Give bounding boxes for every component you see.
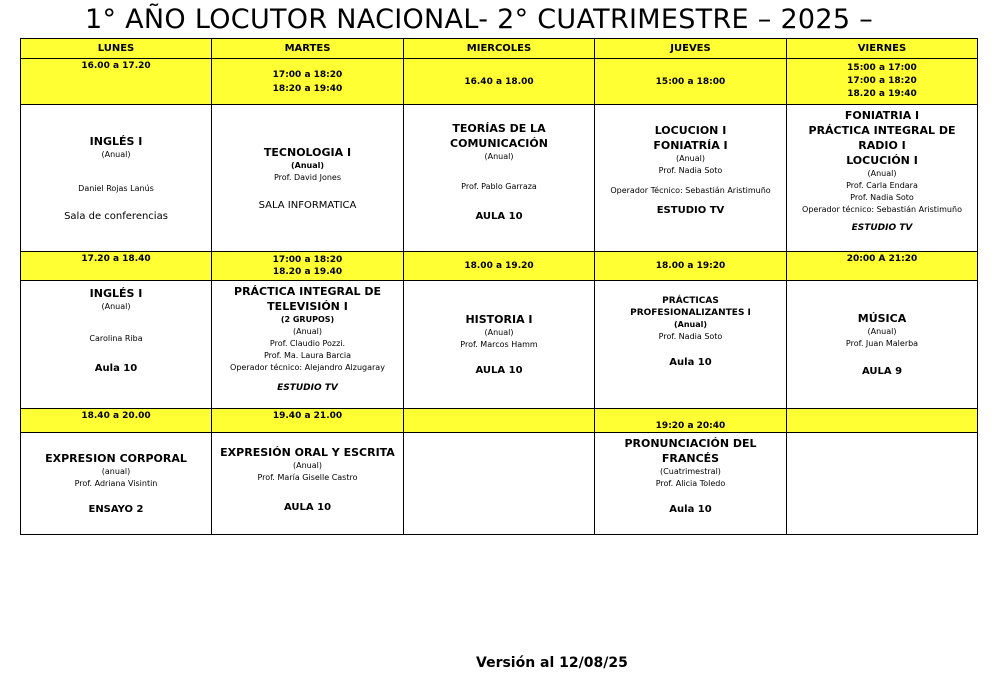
- class-cell: [595, 281, 787, 409]
- time-slot: [787, 59, 978, 105]
- course-type: (Anual): [484, 328, 514, 337]
- day-header: MARTES: [212, 39, 404, 59]
- room-name: Aula 10: [669, 357, 712, 368]
- teacher-name: Prof. Pablo Garraza: [461, 182, 537, 191]
- subject-name: FONIATRIA I: [844, 109, 920, 122]
- teacher-name: Prof. Adriana Visintin: [74, 479, 158, 488]
- teacher-name: Prof. Nadia Soto: [850, 193, 914, 202]
- teacher-name: Prof. Nadia Soto: [658, 166, 723, 175]
- subject-name: PRÁCTICAS: [662, 296, 719, 306]
- teacher-name: Prof. Juan Malerba: [845, 339, 919, 348]
- room-name: ENSAYO 2: [88, 504, 144, 515]
- groups-label: (2 GRUPOS): [280, 315, 335, 324]
- course-type: (Cuatrimestral): [660, 467, 721, 476]
- subject-name: PRÁCTICA INTEGRAL DE: [808, 124, 956, 137]
- time-text: 16.00 a 17.20: [81, 61, 151, 71]
- time-slot: [212, 409, 404, 433]
- time-text: 17:00 a 18:20: [272, 69, 343, 80]
- empty-cell: [787, 433, 978, 535]
- teacher-name: Prof. Marcos Hamm: [460, 340, 538, 349]
- room-name: SALA INFORMATICA: [258, 199, 357, 211]
- subject-name: EXPRESIÓN ORAL Y ESCRITA: [220, 446, 395, 459]
- time-slot: [787, 409, 978, 433]
- teacher-name: Prof. Carla Endara: [846, 181, 918, 190]
- day-header: LUNES: [21, 39, 212, 59]
- subject-name: LOCUCION I: [654, 124, 727, 137]
- subject-name: PRONUNCIACIÓN DEL: [624, 437, 757, 450]
- time-slot: [21, 409, 212, 433]
- teacher-name: Prof. Claudio Pozzi.: [269, 339, 346, 348]
- time-slot: [595, 59, 787, 105]
- time-text: 17:00 a 18:20: [847, 76, 917, 86]
- time-slot: [212, 59, 404, 105]
- class-cell: [404, 105, 595, 252]
- version-note: Versión al 12/08/25: [476, 655, 628, 671]
- time-text: 18.20 a 19:40: [847, 89, 917, 99]
- time-slot: [404, 252, 595, 281]
- operator-name: Operador Técnico: Sebastián Aristimuño: [610, 186, 771, 195]
- teacher-name: Daniel Rojas Lanús: [78, 183, 154, 193]
- teacher-name: Prof. Nadia Soto: [658, 332, 723, 341]
- time-text: 18.00 a 19:20: [655, 261, 726, 271]
- time-row-1: [21, 59, 978, 105]
- subject-name: PROFESIONALIZANTES I: [630, 308, 751, 318]
- subject-name: FRANCÉS: [661, 452, 720, 465]
- room-name: Aula 10: [669, 504, 712, 515]
- time-text: 19.40 a 21.00: [272, 411, 343, 421]
- course-type: (Anual): [867, 327, 897, 336]
- class-cell: [595, 105, 787, 252]
- course-type: (Anual): [867, 169, 897, 178]
- schedule-table: [20, 38, 978, 535]
- time-row-3: [21, 409, 978, 433]
- time-slot: [404, 59, 595, 105]
- teacher-name: Prof. David Jones: [273, 172, 342, 182]
- operator-name: Operador técnico: Alejandro Alzugaray: [230, 363, 385, 372]
- room-name: Sala de conferencias: [64, 210, 168, 222]
- teacher-name: Prof. Ma. Laura Barcia: [263, 351, 352, 360]
- course-type: (Anual): [290, 160, 325, 170]
- time-text: 17:00 a 18:20: [272, 255, 343, 265]
- room-name: Aula 10: [94, 363, 138, 374]
- time-text: 16.40 a 18.00: [464, 76, 534, 87]
- subject-name: COMUNICACIÓN: [450, 137, 548, 150]
- subject-name: TELEVISIÓN I: [267, 300, 348, 313]
- room-name: ESTUDIO TV: [851, 223, 913, 233]
- days-header-row: [21, 39, 978, 59]
- time-slot: [595, 252, 787, 281]
- day-header: VIERNES: [787, 39, 978, 59]
- time-text: 17.20 a 18.40: [81, 254, 151, 264]
- course-type: (Anual): [484, 152, 514, 161]
- class-cell: [21, 281, 212, 409]
- teacher-name: Prof. María Giselle Castro: [257, 473, 358, 482]
- time-slot: [212, 252, 404, 281]
- course-type: (Anual): [676, 154, 705, 163]
- time-text: 18.20 a 19.40: [272, 267, 343, 277]
- subject-name: PRÁCTICA INTEGRAL DE: [234, 285, 381, 298]
- operator-name: Operador técnico: Sebastián Aristimuño: [802, 205, 962, 214]
- time-text: 15:00 a 17:00: [847, 63, 917, 73]
- day-header: MIERCOLES: [404, 39, 595, 59]
- subject-name: FONIATRÍA I: [653, 139, 728, 152]
- time-slot: [595, 409, 787, 433]
- course-type: (Anual): [293, 327, 322, 336]
- subject-name: MÚSICA: [857, 312, 907, 325]
- time-slot: [21, 252, 212, 281]
- class-cell: [212, 105, 404, 252]
- time-row-2: [21, 252, 978, 281]
- content-row-2: [21, 281, 978, 409]
- class-cell: [595, 433, 787, 535]
- subject-name: RADIO I: [858, 139, 906, 152]
- time-text: 18:20 a 19:40: [272, 83, 343, 94]
- teacher-name: Prof. Alicia Toledo: [655, 479, 726, 488]
- room-name: ESTUDIO TV: [656, 205, 725, 216]
- room-name: ESTUDIO TV: [277, 383, 338, 393]
- subject-name: EXPRESION CORPORAL: [45, 452, 187, 465]
- class-cell: [404, 281, 595, 409]
- room-name: AULA 9: [861, 366, 903, 377]
- room-name: AULA 10: [283, 502, 332, 513]
- time-text: 20:00 A 21:20: [846, 254, 918, 264]
- empty-cell: [404, 433, 595, 535]
- day-header: JUEVES: [595, 39, 787, 59]
- content-row-3: [21, 433, 978, 535]
- room-name: AULA 10: [475, 365, 523, 376]
- class-cell: [787, 281, 978, 409]
- teacher-name: Carolina Riba: [89, 334, 143, 343]
- subject-name: HISTORIA I: [465, 313, 533, 326]
- time-slot: [404, 409, 595, 433]
- content-row-1: [21, 105, 978, 252]
- subject-name: INGLÉS I: [89, 287, 143, 300]
- subject-name: LOCUCIÓN I: [846, 154, 918, 167]
- course-type: (Anual): [101, 302, 131, 311]
- time-slot: [21, 59, 212, 105]
- subject-name: INGLÉS I: [89, 134, 143, 148]
- room-name: AULA 10: [475, 211, 523, 222]
- class-cell: [212, 281, 404, 409]
- subject-name: TECNOLOGIA I: [263, 145, 352, 159]
- time-slot: [787, 252, 978, 281]
- class-cell: [787, 105, 978, 252]
- class-cell: [212, 433, 404, 535]
- time-text: 18.40 a 20.00: [81, 411, 151, 421]
- course-type: (Anual): [101, 149, 131, 159]
- course-type: (Anual): [673, 320, 708, 329]
- time-text: 19:20 a 20:40: [655, 421, 726, 431]
- course-type: (Anual): [293, 461, 322, 470]
- time-text: 15:00 a 18:00: [655, 76, 726, 87]
- class-cell: [21, 105, 212, 252]
- course-type: (anual): [101, 467, 131, 476]
- time-text: 18.00 a 19.20: [464, 261, 534, 271]
- page-title: 1° AÑO LOCUTOR NACIONAL- 2° CUATRIMESTRE – 2025 –: [85, 4, 874, 35]
- subject-name: TEORÍAS DE LA: [452, 122, 546, 135]
- class-cell: [21, 433, 212, 535]
